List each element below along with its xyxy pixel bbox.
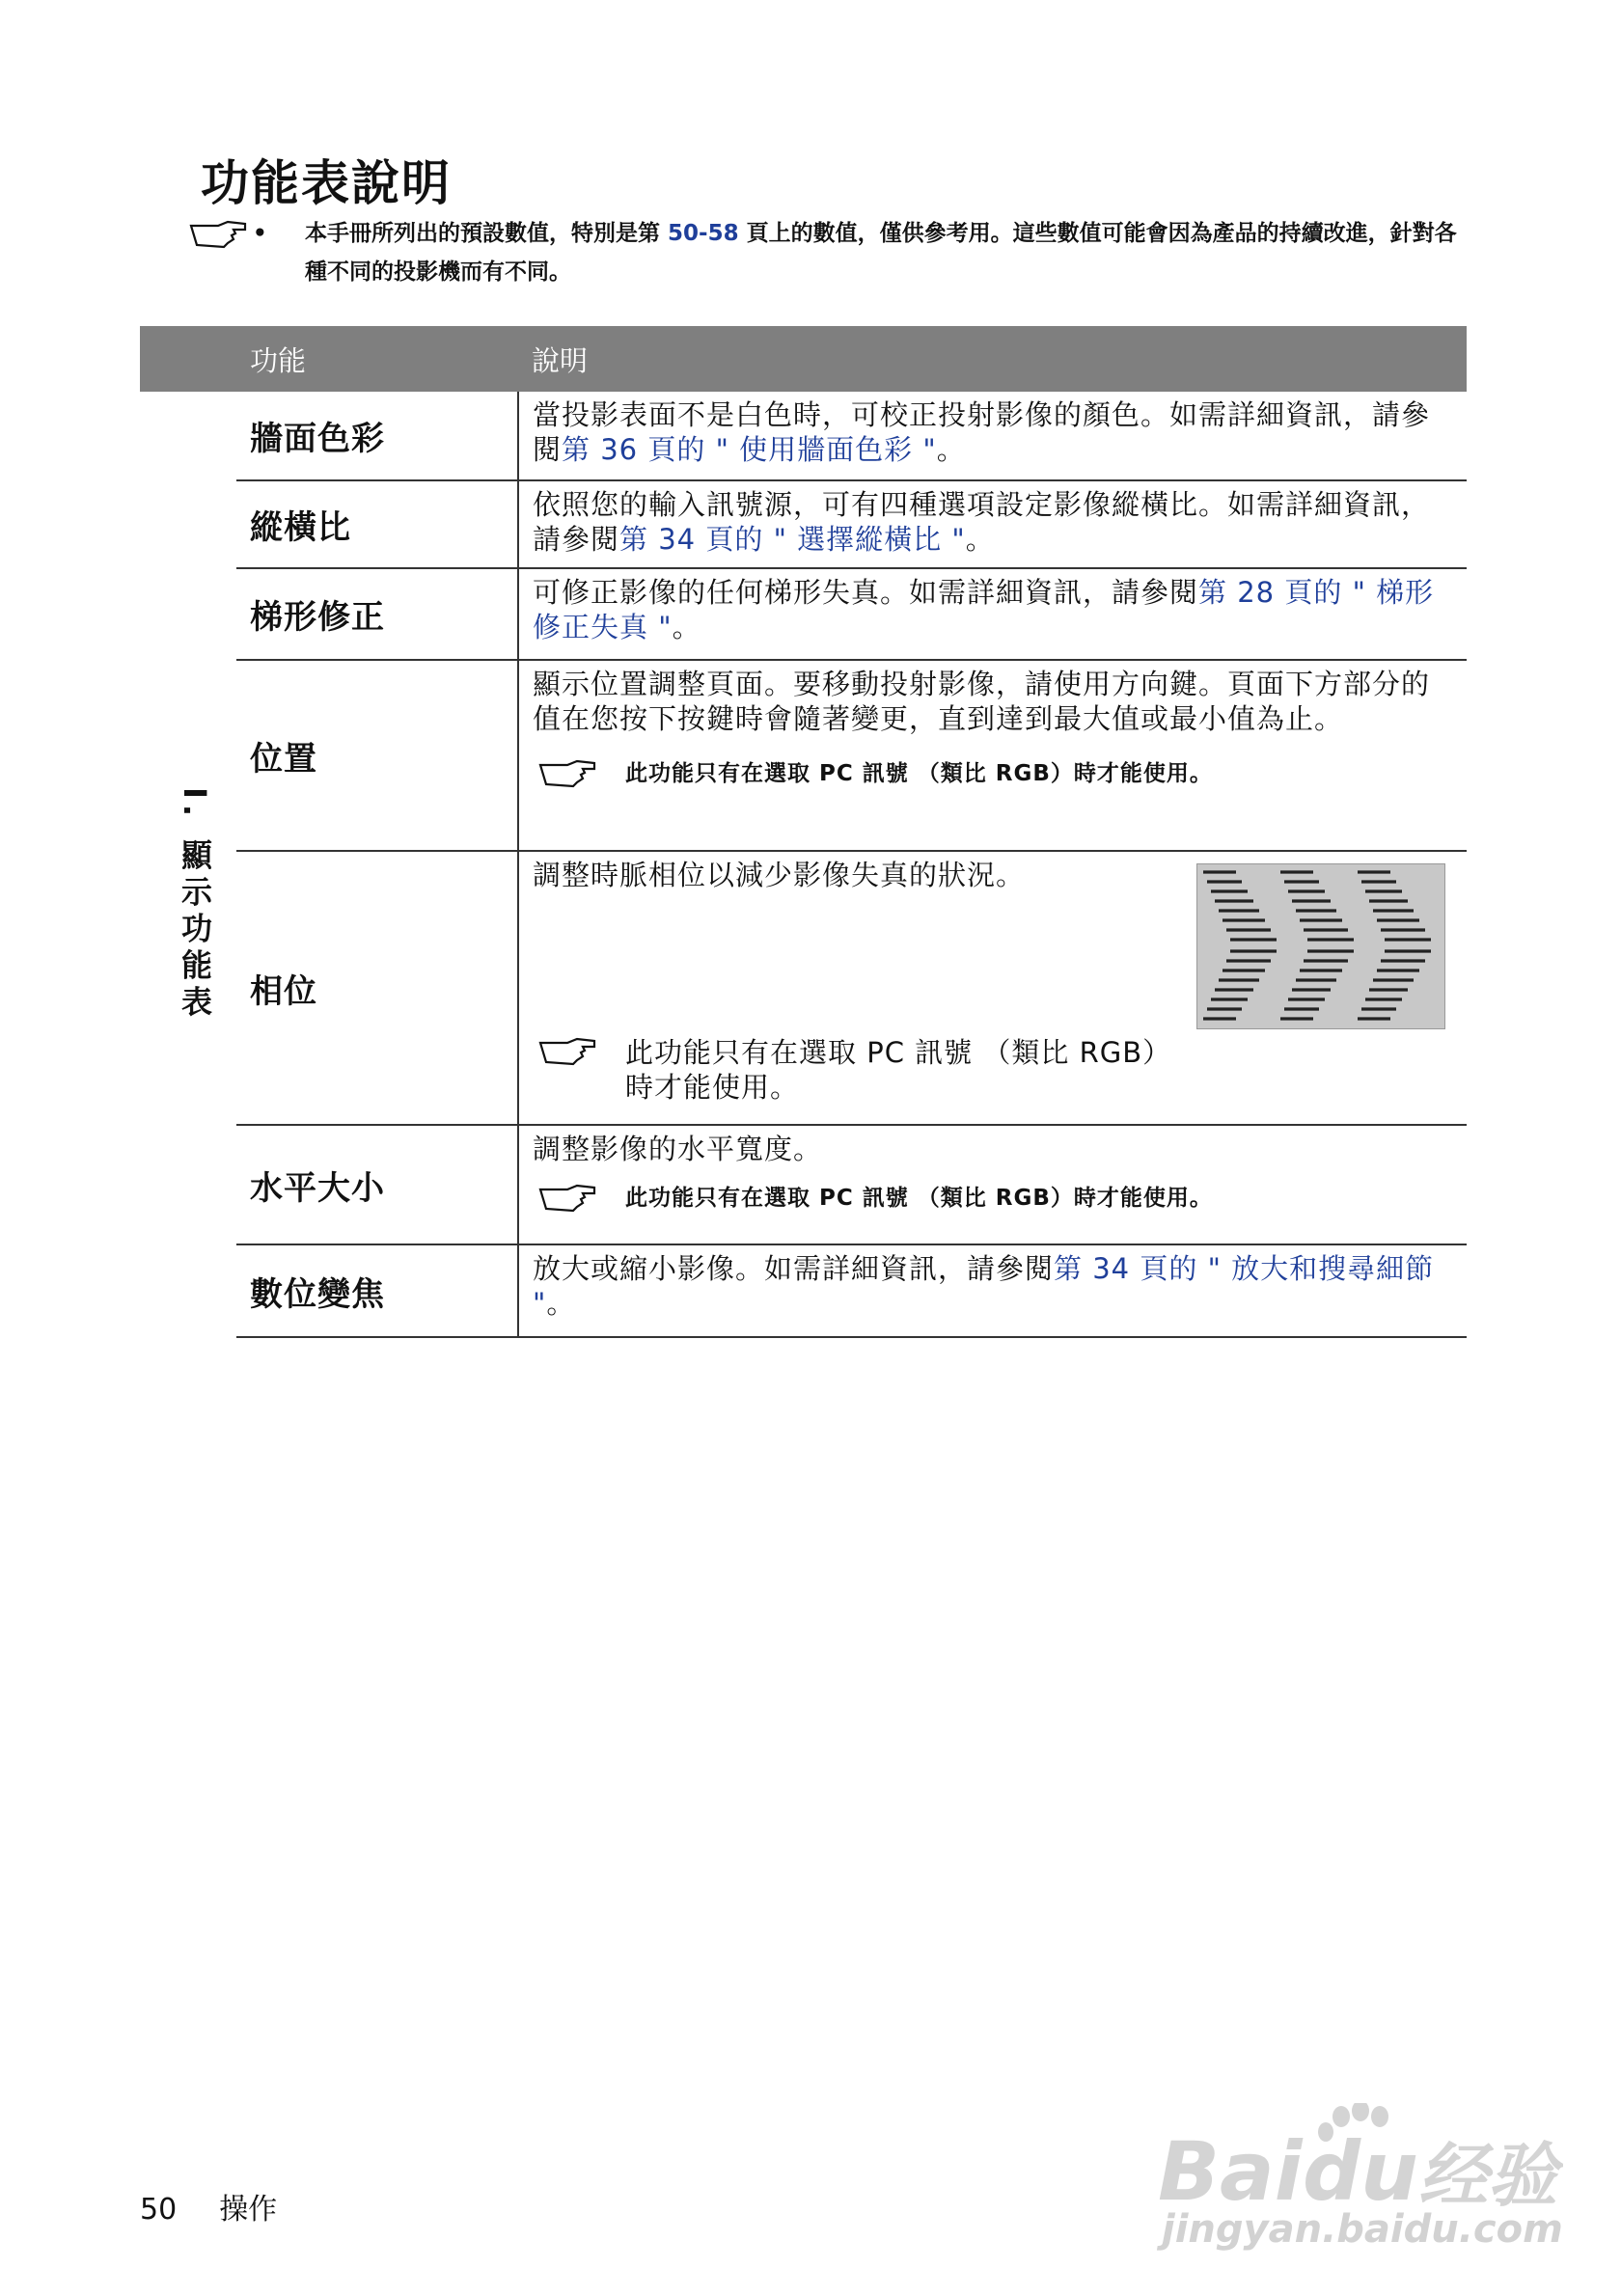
function-description (518, 568, 1467, 660)
pc-signal-note (533, 1182, 1443, 1220)
baidu-watermark (1158, 2074, 1563, 2267)
pc-signal-note (533, 757, 1443, 796)
cross-ref-link[interactable]: 第 36 頁的 " 使用牆面色彩 " (562, 433, 937, 466)
desc-text: 顯示位置調整頁面。要移動投射影像，請使用方向鍵。頁面下方部分的值在您按下按鍵時會隨著變更，直到達到最大值或最小值為止。 (533, 668, 1431, 735)
watermark-url: jingyan.baidu.com (1162, 2207, 1563, 2252)
svg-text:du: du (1303, 2124, 1418, 2209)
svg-text:经验: 经验 (1418, 2135, 1558, 2209)
table-header (140, 326, 1467, 392)
pointing-hand-icon (538, 1037, 598, 1066)
function-description (518, 392, 1467, 480)
desc-end: 。 (546, 1287, 576, 1320)
cross-ref-link[interactable]: 第 34 頁的 " 選擇縱橫比 " (619, 523, 966, 556)
function-name: 水平大小 (236, 1125, 518, 1244)
section-column (140, 392, 236, 1337)
desc-text: 可修正影像的任何梯形失真。如需詳細資訊，請參閱 (533, 576, 1199, 609)
note-text-pre: 本手冊所列出的預設數值，特別是第 (305, 221, 669, 246)
function-description (518, 1244, 1467, 1337)
desc-text: 調整影像的水平寬度。 (533, 1133, 823, 1165)
pointing-hand-icon (538, 759, 598, 788)
function-name: 數位變焦 (236, 1244, 518, 1337)
section-label: I. 顯示功能表 (177, 787, 213, 1023)
table-row (140, 1244, 1467, 1337)
table-row (140, 480, 1467, 568)
desc-end: 。 (672, 611, 701, 643)
function-name: 縱橫比 (236, 480, 518, 568)
cross-ref-link[interactable]: 第 34 頁的 " 放大和搜尋細節 " (533, 1252, 1435, 1320)
note-block (189, 214, 1463, 291)
note-text: 此功能只有在選取 PC 訊號 （類比 RGB）時才能使用。 (625, 1186, 1213, 1211)
desc-text: 依照您的輸入訊號源，可有四種選項設定影像縱橫比。如需詳細資訊，請參閱 (533, 488, 1431, 556)
header-description: 說明 (518, 326, 1467, 392)
function-table (140, 326, 1467, 1338)
function-description (518, 480, 1467, 568)
function-description (518, 660, 1467, 851)
page-title: 功能表說明 (201, 155, 452, 211)
svg-text:Bai: Bai (1158, 2124, 1303, 2209)
function-name: 梯形修正 (236, 568, 518, 660)
table-row (140, 392, 1467, 480)
desc-text: 當投影表面不是白色時，可校正投射影像的顏色。如需詳細資訊，請參閱 (533, 398, 1431, 466)
page-number: 50 (140, 2193, 178, 2227)
table-row (140, 1125, 1467, 1244)
desc-text: 放大或縮小影像。如需詳細資訊，請參閱 (533, 1252, 1055, 1285)
section-name: 操作 (219, 2193, 278, 2227)
table-row (140, 851, 1467, 1125)
note-text-post: 頁上的數值，僅供參考用。這些數值可能會因為產品的持續改進，針對各種不同的投影機而有不同。 (305, 221, 1457, 285)
function-description (518, 851, 1467, 1125)
pc-signal-note (533, 1035, 1166, 1105)
function-name: 牆面色彩 (236, 392, 518, 480)
note-text (305, 214, 1463, 291)
pointing-hand-icon (538, 1184, 598, 1213)
note-page-link[interactable]: 50-58 (668, 221, 739, 246)
table-row (140, 568, 1467, 660)
desc-end: 。 (965, 523, 995, 556)
bullet: • (253, 221, 267, 246)
phase-distortion-image (1196, 863, 1445, 1029)
desc-end: 。 (936, 433, 966, 466)
desc-text: 調整時脈相位以減少影像失真的狀況。 (533, 859, 1026, 891)
table-row (140, 660, 1467, 851)
header-spacer (140, 326, 236, 392)
pointing-hand-icon (189, 220, 249, 249)
header-function: 功能 (236, 326, 518, 392)
note-text: 此功能只有在選取 PC 訊號 （類比 RGB）時才能使用。 (625, 761, 1213, 786)
function-name: 位置 (236, 660, 518, 851)
function-name: 相位 (236, 851, 518, 1125)
function-description (518, 1125, 1467, 1244)
page-footer (140, 2185, 277, 2228)
cross-ref-link[interactable]: 第 28 頁的 " 梯形修正失真 " (533, 576, 1435, 643)
note-text: 此功能只有在選取 PC 訊號 （類比 RGB）時才能使用。 (625, 1036, 1158, 1104)
